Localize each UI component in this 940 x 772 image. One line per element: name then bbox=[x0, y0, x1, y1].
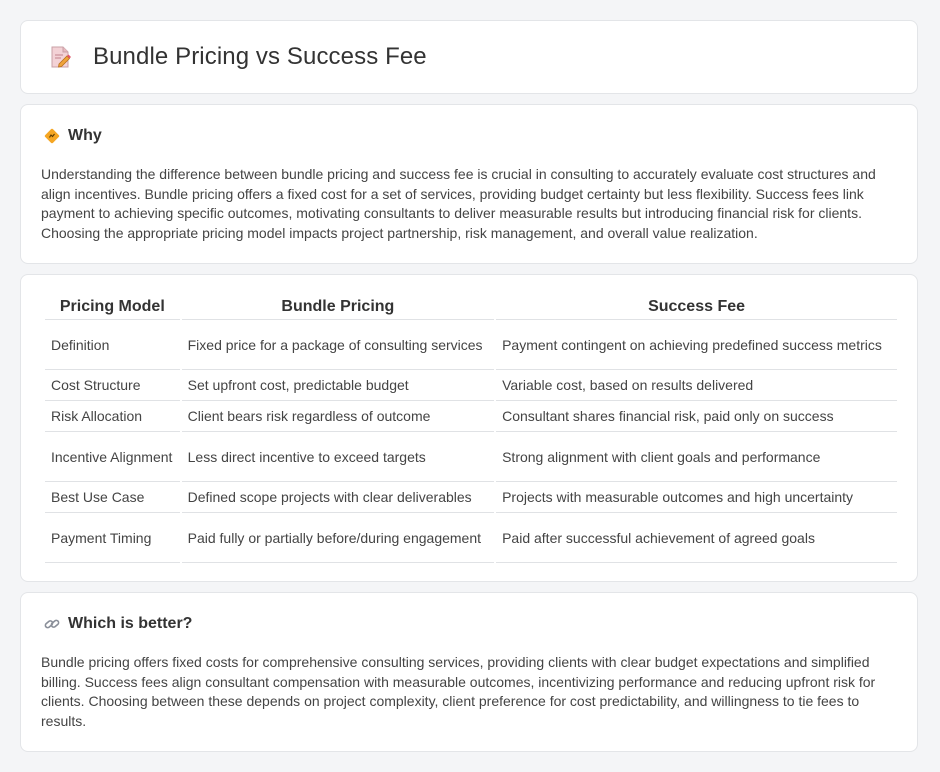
table-row bbox=[45, 513, 897, 563]
table-row bbox=[45, 432, 897, 482]
row-label: Best Use Case bbox=[45, 482, 180, 513]
bundle-cell: Less direct incentive to exceed targets bbox=[182, 432, 494, 482]
why-heading bbox=[43, 127, 102, 145]
table-header-row bbox=[45, 297, 897, 320]
success-cell: Consultant shares financial risk, paid only on success bbox=[496, 401, 897, 432]
column-header: Bundle Pricing bbox=[182, 297, 494, 320]
row-label: Incentive Alignment bbox=[45, 432, 180, 482]
bundle-cell: Client bears risk regardless of outcome bbox=[182, 401, 494, 432]
success-cell: Strong alignment with client goals and performance bbox=[496, 432, 897, 482]
row-label: Payment Timing bbox=[45, 513, 180, 563]
row-label: Definition bbox=[45, 320, 180, 370]
table-row bbox=[45, 401, 897, 432]
bundle-cell: Defined scope projects with clear deliverables bbox=[182, 482, 494, 513]
document-pencil-icon bbox=[47, 44, 73, 70]
comparison-table bbox=[43, 297, 899, 563]
link-icon bbox=[43, 615, 61, 633]
row-label: Risk Allocation bbox=[45, 401, 180, 432]
comparison-table-card bbox=[20, 274, 918, 582]
bundle-cell: Fixed price for a package of consulting services bbox=[182, 320, 494, 370]
better-heading-label: Which is better? bbox=[68, 615, 193, 632]
which-is-better-section bbox=[20, 592, 918, 752]
better-body: Bundle pricing offers fixed costs for comprehensive consulting services, providing clients with clear budget expectations and simplified billing. Success fees align consultant compensation with measurable outcomes, incentivizing performance and reducing upfront risk for clients. Choosing between these depends on project complexity, client preference for cost predictability, and willingness to tie fees to results. bbox=[41, 654, 876, 729]
why-heading-label: Why bbox=[68, 127, 102, 144]
diamond-sign-icon bbox=[43, 127, 61, 145]
column-header: Success Fee bbox=[496, 297, 897, 320]
why-section bbox=[20, 104, 918, 264]
header-card bbox=[20, 20, 918, 94]
row-label: Cost Structure bbox=[45, 370, 180, 401]
bundle-cell: Paid fully or partially before/during engagement bbox=[182, 513, 494, 563]
table-row bbox=[45, 482, 897, 513]
bundle-cell: Set upfront cost, predictable budget bbox=[182, 370, 494, 401]
success-cell: Paid after successful achievement of agreed goals bbox=[496, 513, 897, 563]
table-row bbox=[45, 320, 897, 370]
why-body: Understanding the difference between bundle pricing and success fee is crucial in consulting to accurately evaluate cost structures and align incentives. Bundle pricing offers a fixed cost for a set of services, providing budget certainty but less flexibility. Success fees link payment to achieving specific outcomes, motivating consultants to deliver measurable results but introducing financial risk for clients. Choosing the appropriate pricing model impacts project partnership, risk management, and overall value realization. bbox=[41, 166, 876, 241]
table-row bbox=[45, 370, 897, 401]
better-heading bbox=[43, 615, 192, 633]
success-cell: Variable cost, based on results delivered bbox=[496, 370, 897, 401]
column-header: Pricing Model bbox=[45, 297, 180, 320]
success-cell: Payment contingent on achieving predefined success metrics bbox=[496, 320, 897, 370]
page-title: Bundle Pricing vs Success Fee bbox=[93, 43, 427, 70]
success-cell: Projects with measurable outcomes and high uncertainty bbox=[496, 482, 897, 513]
